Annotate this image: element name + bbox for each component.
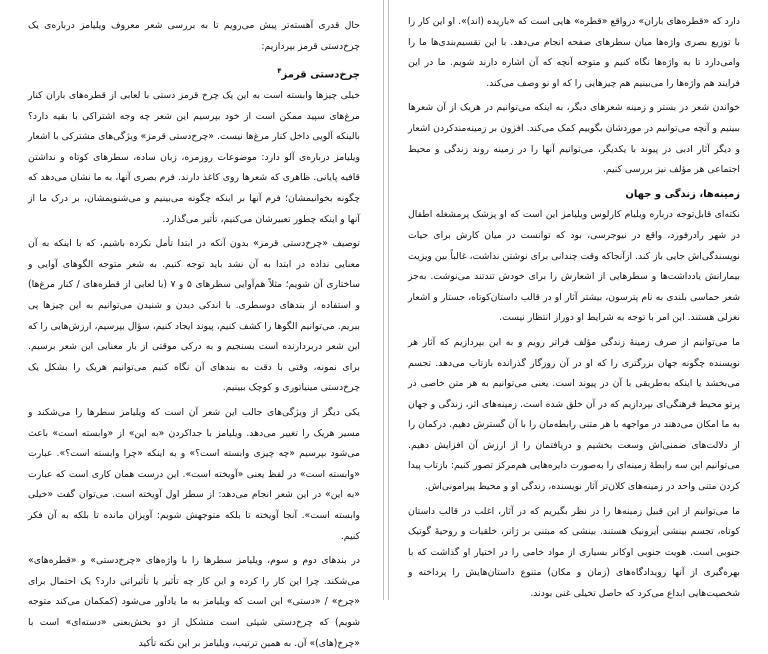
paragraph: توصیف «چرخ‌دستی قرمز» بدون آنکه در ابتدا تأمل نکرده باشیم، که با اینکه به آن معنایی نداده در ابتدا به آن نشد باید توجه کنیم. به شعر متوجه الگوهای آوایی و ساختاری آن شویم؛ مثلاً هم‌آوایی سطرهای ۵ و ۷ (با لعابی از قطره‌های / کنار مرغ‌ها) و استفاده از بندهای دوسطری. با اندکی دیدن و شنیدن می‌توانیم به این چیزها پی ببریم. می‌توانیم الگوها را کشف کنیم، پیوند ایجاد کنیم، سؤال بپرسیم، ارزش‌هایی را که این شعر دربردارنده است بسنجیم و به درکی موقتی از بار معنایی این شعر برسیم. برای نمونه، وقتی با دقت به بندهای آن نگاه کنیم می‌توانیم هریک را بشکل یک چرخ‌دستی مینیاتوری و کوچک ببینیم. bbox=[28, 238, 360, 394]
paragraph: خیلی چیزها وابسته است به این یک چرخ قرمز دستی با لعابی از قطره‌های باران کنار مرغ‌های سپید ممکن است از خود بپرسیم این شعر چه وجه اشتراکی با بقیه دارد؟ بالینکه آلویی داخل کنار مرغ‌ها نیست. «چرخ‌دستی قرمز» ویژگی‌های مشترکی با اشعار ویلیامز درباره‌ی آلو دارد: موضوعات روزمره، زبان ساده، سطرهای کوتاه و نداشتن قافیه پایانی. ظاهری که شعرها روی کاغذ دارند. فرم بصری آنها، به ما نشان می‌دهد که چگونه بخوانیمشان؛ فرم آنها بر اینکه چگونه می‌بینیم و می‌شنویمشان، بر درک ما از آنها و اینکه چطور تعبیرشان می‌کنیم، تأثیر می‌گذارد. bbox=[28, 90, 360, 225]
poem-title bbox=[28, 61, 360, 86]
paragraph: خواندن شعر در بستر و زمینه شعرهای دیگر، به اینکه می‌توانیم در هریک از آن شعرها ببینیم و آنچه می‌توانیم در موردشان بگوییم کمک می‌کند. افزون بر زمینه‌مندکردن اشعار و دیگر آثار ادبی در پیوند با یکدیگر، می‌توانیم آنها را در زمینه روند زندگی و محیط اجتماعی هر مؤلف نیز بررسی کنیم. bbox=[408, 102, 740, 176]
paragraph: در بندهای دوم و سوم، ویلیامز سطرها را با واژه‌های «چرخ‌دستی» و «قطره‌های» می‌شکند. چرا این کار را کرده و این کار چه تأثیر یا تأثیراتی دارد؟ یک احتمال برای «چرخ» / «دستی» این است که ویلیامز به ما یادآور می‌شود (کمکمان می‌کند متوجه شویم) که چرخ‌دستی شیئی است متشکل از دو بخش‌بعنی «دسته‌ای» است با «چرخ(های)» آن. به همین ترتیب، ویلیامز بر این نکته تأکید bbox=[28, 555, 360, 649]
paragraph: دارد که «قطره‌های باران» درواقع «قطره» هایی است که «باریده (اند)». او این کار را با توزیع بصری واژه‌ها میان سطرهای صفحه انجام می‌دهد. با این تقسیم‌بندی‌ها ما را وامی‌دارد تا به واژه‌ها نگاه کنیم و متوجه آنچه که آن اشاره دارند شویم. ما در این فرایند هم واژه‌ها را می‌بینیم هم چیزهایی را که او نو وصف می‌کند. bbox=[408, 16, 740, 89]
right-page bbox=[394, 6, 754, 600]
left-page bbox=[14, 6, 374, 649]
paragraph: یکی دیگر از ویژگی‌های جالب این شعر آن است که ویلیامز سطرها را می‌شکند و مسیر هریک را تغییر می‌دهد. ویلیامز با جداکردن «به این» از «وابسته است» باعث می‌شود بپرسیم «چه چیزی وابسته است؟» و به اینکه «چرا وابسته است؟». عبارت «وابسته است» در لفظ یعنی «آویخته است». این درست همان کاری است که عبارت «به این» در این شعر انجام می‌دهد: از سطر اول آویخته است. می‌توان گفت «خیلی وابسته است». آنجا آویخته تا بلکه متوجهش شویم: آویزان مانده تا بلکه به آن فکر کنیم. bbox=[28, 407, 360, 542]
paragraph: ما می‌توانیم از این قبیل زمینه‌ها را در نظر بگیریم که در آثار، اغلب در قالب داستان کوتاه، تجسم بینشی آیرونیک هستند. بینشی که مبتنی بر ژانر، خلقیات و روحیهٔ گوتیک جنوبی است. هویت جنوبی اوکانر بسیاری از مواد خامی را در اختیار او گذاشت که با بهره‌گیری از آنها رویدادگاه‌های (زمان و مکان) متنوع داستان‌هایش را پرداخته و شخصیت‌هایی ابداع می‌کرد که حاصل تخیلی غنی بودند. bbox=[408, 505, 740, 600]
section-heading: زمینه‌ها، زندگی و جهان bbox=[625, 188, 740, 200]
poem-title-text: چرخ‌دستی قرمز bbox=[281, 69, 360, 81]
page-gutter-line bbox=[388, 0, 389, 600]
paragraph: حال قدری آهسته‌تر پیش می‌رویم تا به بررسی شعر معروف ویلیامز درباره‌ی یک چرخ‌دستی قرمز بپردازیم: bbox=[28, 20, 360, 52]
page-gutter-line bbox=[383, 0, 384, 600]
paragraph: ما می‌توانیم از صرف زمینهٔ زندگی مؤلف فراتر رویم و به این بپردازیم که آثار هر نویسنده چگونه جهان بزرگتری را که او در آن روزگار گذرانده بازتاب می‌دهد. تجسم می‌بخشد یا اینکه به‌طریقی با آن در پیوند است. یعنی می‌توانیم به هر متن خاصی در پرتو محیط فرهنگی‌ای بپردازیم که در آن خلق شده است. زمینه‌های اثر، زندگی و جهان به ما امکان می‌دهند در مواجهه با هر متنی رابطه‌مان را با آن گسترش دهیم. درکمان را از دلالت‌های ضمنی‌اش وسعت بخشیم و دریافتمان را از ارزش آن افزایش دهیم. می‌توانیم این سه رابطهٔ زمینه‌ای را به‌صورت دایره‌هایی هم‌مرکز تصور کنیم: بازتاب پیدا کردن متنی واحد در زمینه‌های کلان‌تر آثار نویسنده، زندگی او و محیط پیرامونی‌اش. bbox=[408, 336, 740, 493]
paragraph: نکته‌ای قابل‌توجه درباره ویلیام کارلوس ویلیامز این است که او پزشک پرمشغله اطفال در شهر رادرفورد، واقع در نیوجرسی، بود که توانست در میان کارش برای حیات نویسندگی‌اش جایی باز کند. ازآنجاکه وقت چندانی برای نوشتن نداشت، غالباً بین ویزیت بیمارانش یادداشت‌ها و سطرهایی از اشعارش را برای خودش تندتند می‌نوشت. به‌جز شعر حماسی بلندی به نام پترسون، بیشتر آثار او در قالب داستان‌کوتاه، جستار و اشعار نغزلی هستند. این امر با توجه به شرایط او دوراز انتظار نیست. bbox=[408, 209, 740, 324]
footnote-marker: ۴ bbox=[277, 67, 282, 76]
